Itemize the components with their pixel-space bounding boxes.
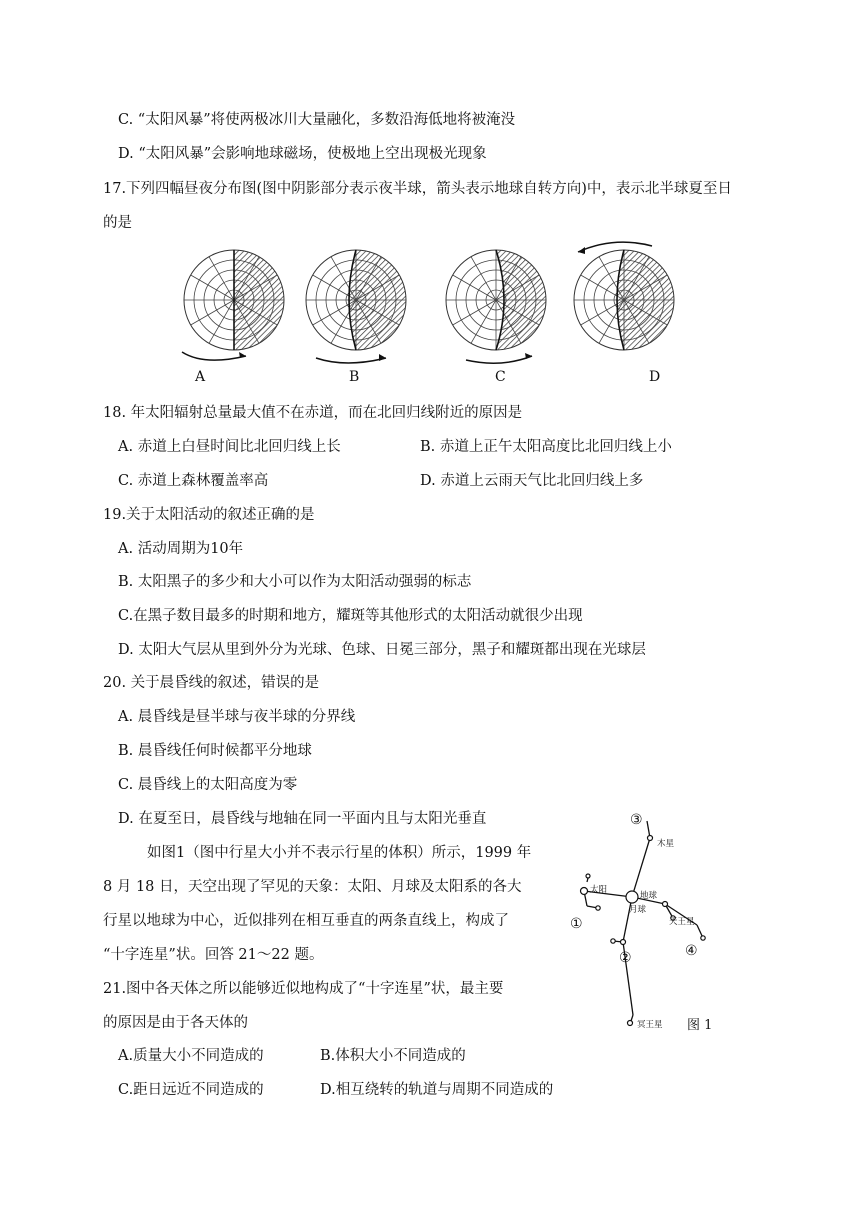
passage-line-1: 如图1（图中行星大小并不表示行星的体积）所示，1999 年 bbox=[147, 845, 532, 861]
label-sun: 太阳 bbox=[590, 885, 608, 895]
q18-option-c: C. 赤道上森林覆盖率高 bbox=[118, 473, 269, 489]
q20-option-a: A. 晨昏线是昼半球与夜半球的分界线 bbox=[118, 709, 356, 725]
q21-stem-cont: 的原因是由于各天体的 bbox=[103, 1015, 248, 1031]
figure-1-cross-alignment bbox=[565, 800, 740, 1035]
q21-stem: 21.图中各天体之所以能够近似地构成了“十字连星”状，最主要 bbox=[103, 981, 504, 997]
label-pluto: 冥王星 bbox=[637, 1020, 663, 1030]
q20-option-b: B. 晨昏线任何时候都平分地球 bbox=[118, 743, 312, 759]
q20-option-d: D. 在夏至日，晨昏线与地轴在同一平面内且与太阳光垂直 bbox=[118, 811, 487, 827]
q21-option-c: C.距日远近不同造成的 bbox=[118, 1082, 264, 1098]
q16-option-c: C. “太阳风暴”将使两极冰川大量融化，多数沿海低地将被淹没 bbox=[118, 112, 516, 128]
q19-option-b: B. 太阳黑子的多少和大小可以作为太阳活动强弱的标志 bbox=[118, 574, 472, 590]
q18-option-b: B. 赤道上正午太阳高度比北回归线上小 bbox=[420, 439, 672, 455]
q21-option-b: B.体积大小不同造成的 bbox=[320, 1048, 466, 1064]
diagram-d bbox=[574, 242, 674, 350]
diagram-b bbox=[306, 250, 406, 363]
passage-line-4: “十字连星”状。回答 21～22 题。 bbox=[103, 947, 324, 963]
label-uranus: 天王星 bbox=[669, 917, 695, 927]
label-jupiter: 木星 bbox=[657, 839, 675, 849]
diagram-a bbox=[182, 250, 284, 360]
diagram-label-b: B bbox=[349, 369, 360, 385]
q21-option-d: D.相互绕转的轨道与周期不同造成的 bbox=[320, 1082, 554, 1098]
q20-stem: 20. 关于晨昏线的叙述，错误的是 bbox=[103, 675, 320, 691]
figure-1-caption: 图 1 bbox=[687, 1018, 713, 1033]
marker-2: ② bbox=[619, 950, 632, 966]
diagram-c bbox=[446, 250, 546, 363]
q17-stem: 17.下列四幅昼夜分布图(图中阴影部分表示夜半球，箭头表示地球自转方向)中，表示北半球夏至日 bbox=[103, 181, 732, 197]
q18-option-d: D. 赤道上云雨天气比北回归线上多 bbox=[420, 473, 644, 489]
diagram-label-a: A bbox=[195, 369, 206, 385]
q18-option-a: A. 赤道上白昼时间比北回归线上长 bbox=[118, 439, 341, 455]
q19-option-a: A. 活动周期为10年 bbox=[118, 541, 244, 557]
passage-line-2: 8 月 18 日，天空出现了罕见的天象：太阳、月球及太阳系的各大 bbox=[103, 879, 522, 895]
marker-3: ③ bbox=[630, 812, 643, 828]
diagram-label-d: D bbox=[649, 369, 661, 385]
passage-line-3: 行星以地球为中心，近似排列在相互垂直的两条直线上，构成了 bbox=[103, 913, 509, 929]
q21-option-a: A.质量大小不同造成的 bbox=[118, 1048, 264, 1064]
q16-option-d: D. “太阳风暴”会影响地球磁场，使极地上空出现极光现象 bbox=[118, 146, 487, 162]
q18-stem: 18. 年太阳辐射总量最大值不在赤道，而在北回归线附近的原因是 bbox=[103, 405, 523, 421]
q20-option-c: C. 晨昏线上的太阳高度为零 bbox=[118, 777, 298, 793]
diagram-label-c: C bbox=[495, 369, 506, 385]
label-moon: 月球 bbox=[629, 905, 647, 915]
q17-stem-cont: 的是 bbox=[103, 215, 132, 231]
marker-4: ④ bbox=[685, 943, 698, 959]
marker-1: ① bbox=[570, 916, 583, 932]
q19-option-c: C.在黑子数目最多的时期和地方，耀斑等其他形式的太阳活动就很少出现 bbox=[118, 608, 583, 624]
q19-option-d: D. 太阳大气层从里到外分为光球、色球、日冕三部分，黑子和耀斑都出现在光球层 bbox=[118, 642, 646, 658]
day-night-diagrams bbox=[0, 235, 860, 370]
q19-stem: 19.关于太阳活动的叙述正确的是 bbox=[103, 507, 315, 523]
label-earth: 地球 bbox=[640, 891, 658, 901]
